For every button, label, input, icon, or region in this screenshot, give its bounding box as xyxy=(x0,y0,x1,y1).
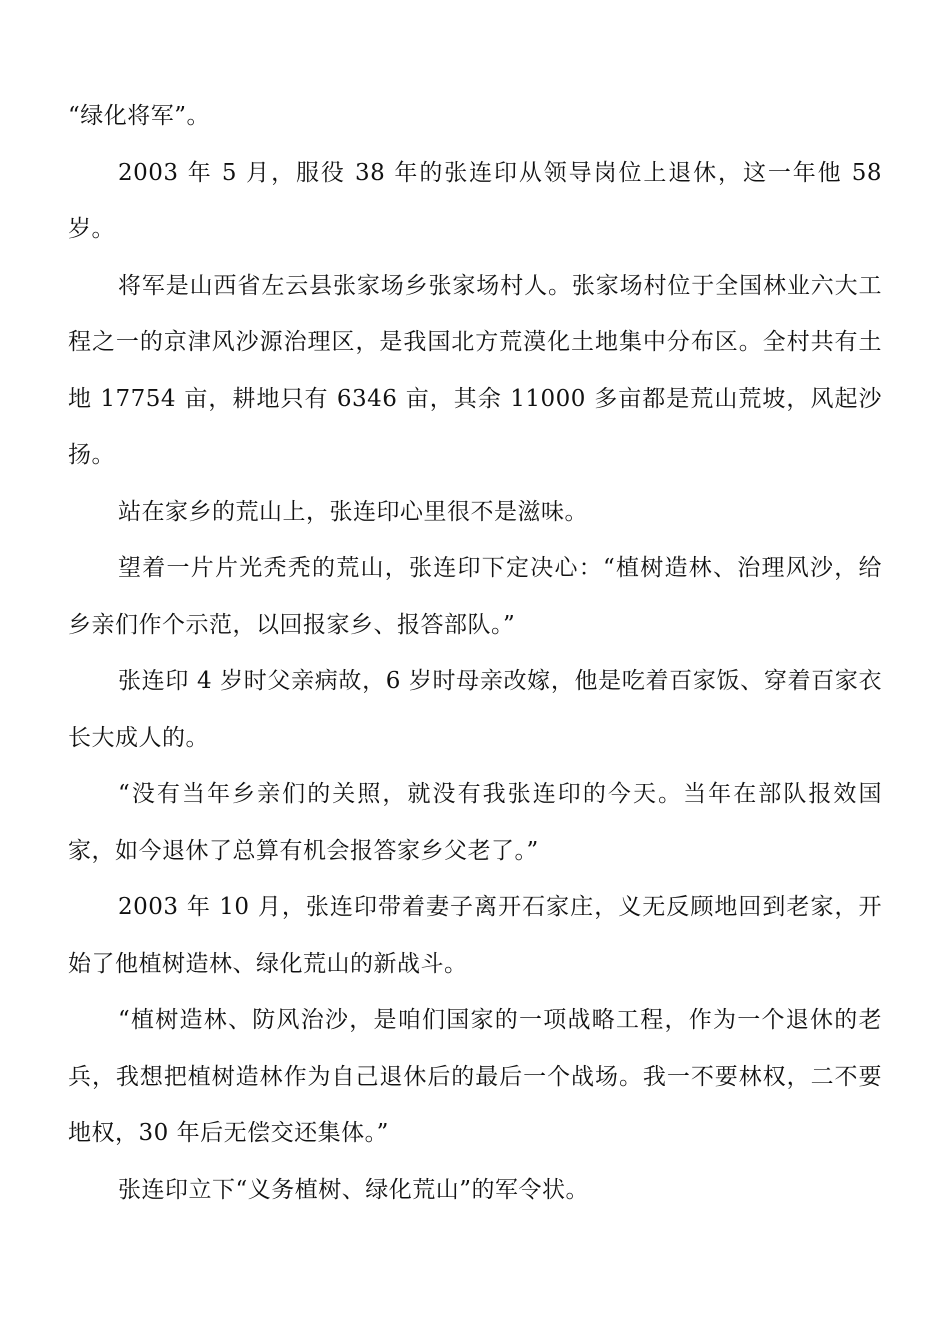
paragraph: 望着一片片光秃秃的荒山，张连印下定决心：“植树造林、治理风沙，给乡亲们作个示范，以回报家乡、报答部队。” xyxy=(68,555,882,638)
document-body xyxy=(68,88,882,1218)
paragraph: 2003 年 5 月，服役 38 年的张连印从领导岗位上退休，这一年他 58 岁。 xyxy=(68,159,882,242)
paragraph: “绿化将军”。 xyxy=(68,103,211,129)
paragraph: 2003 年 10 月，张连印带着妻子离开石家庄，义无反顾地回到老家，开始了他植树造林、绿化荒山的新战斗。 xyxy=(68,894,882,977)
paragraph: 张连印 4 岁时父亲病故，6 岁时母亲改嫁，他是吃着百家饭、穿着百家衣长大成人的。 xyxy=(68,668,882,751)
paragraph: 将军是山西省左云县张家场乡张家场村人。张家场村位于全国林业六大工程之一的京津风沙源治理区，是我国北方荒漠化土地集中分布区。全村共有土地 17754 亩，耕地只有 6346 亩，其余 11000 多亩都是荒山荒坡，风起沙扬。 xyxy=(68,272,882,468)
paragraph: “没有当年乡亲们的关照，就没有我张连印的今天。当年在部队报效国家，如今退休了总算有机会报答家乡父老了。” xyxy=(68,781,882,864)
paragraph: 张连印立下“义务植树、绿化荒山”的军令状。 xyxy=(118,1176,590,1203)
paragraph: “植树造林、防风治沙，是咱们国家的一项战略工程，作为一个退休的老兵，我想把植树造林作为自己退休后的最后一个战场。我一不要林权，二不要地权，30 年后无偿交还集体。” xyxy=(68,1007,882,1146)
paragraph: 站在家乡的荒山上，张连印心里很不是滋味。 xyxy=(118,498,588,525)
